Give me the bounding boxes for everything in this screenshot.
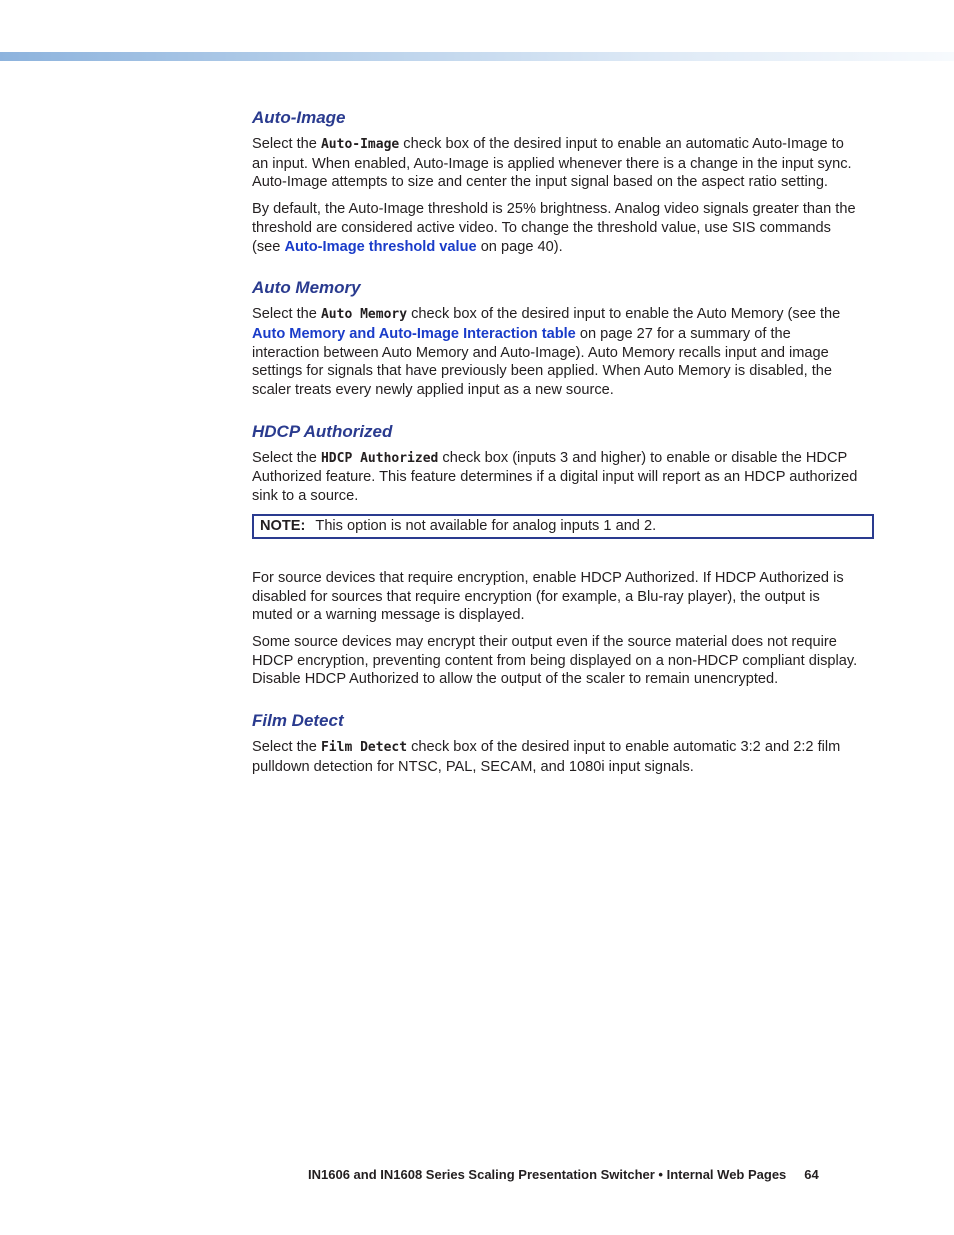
heading-auto-memory: Auto Memory	[252, 278, 361, 298]
code-auto-memory: Auto Memory	[320, 307, 408, 323]
text: check box of the desired input to enable an automatic Auto-Image to an input. When enabled, Auto-Image is applied whenever there is a change in the input sync. Auto-Image attempts to size and center the input signal based on the aspect ratio setting.	[252, 136, 852, 191]
text: Select the	[252, 306, 321, 323]
text: check box of the desired input to enable the Auto Memory (see the	[407, 306, 841, 323]
link-auto-image-threshold[interactable]: Auto-Image threshold value	[284, 238, 477, 255]
text: on page 27 for a summary of the interaction between Auto Memory and Auto-Image). Auto Memory recalls input and image settings for signals that have previously been applied. When Auto Memory is disabled, the scaler treats every newly applied input as a new source.	[252, 325, 833, 399]
section-hdcp-authorized	[252, 422, 862, 689]
paragraph	[252, 738, 862, 776]
note-label: NOTE:	[260, 517, 306, 534]
code-auto-image: Auto-Image	[320, 137, 400, 152]
header-gradient-bar	[0, 52, 954, 61]
text: Select the	[252, 739, 321, 756]
paragraph	[252, 305, 862, 400]
code-film-detect: Film Detect	[320, 740, 408, 756]
paragraph: For source devices that require encryption, enable HDCP Authorized. If HDCP Authorized is disabled for sources that require encryption (for example, a Blu-ray player), the output is muted or a warning message is displayed.	[252, 569, 844, 624]
page-number: 64	[804, 1167, 819, 1182]
heading-hdcp-authorized: HDCP Authorized	[252, 421, 393, 441]
code-hdcp-authorized: HDCP Authorized	[320, 450, 439, 466]
section-film-detect	[252, 711, 862, 776]
page-content	[252, 108, 862, 798]
text: check box of the desired input to enable automatic 3:2 and 2:2 film pulldown detection for NTSC, PAL, SECAM, and 1080i input signals.	[252, 739, 841, 775]
text: Select the	[252, 136, 321, 152]
paragraph: Some source devices may encrypt their output even if the source material does not require HDCP encryption, preventing content from being displayed on a non-HDCP compliant display. Disable HDCP Authorized to allow the output of the scaler to remain unencrypted.	[252, 633, 858, 688]
paragraph	[252, 135, 862, 192]
section-auto-memory	[252, 278, 862, 400]
note-box	[252, 514, 874, 539]
paragraph	[252, 449, 862, 506]
heading-auto-image: Auto-Image	[252, 108, 346, 127]
text: Select the	[252, 449, 321, 466]
text: By default, the Auto-Image threshold is 25% brightness. Analog video signals greater than the threshold are considered active video. To change the threshold value, use SIS commands (see	[252, 201, 856, 255]
heading-film-detect: Film Detect	[252, 711, 344, 731]
note-text: This option is not available for analog inputs 1 and 2.	[315, 517, 657, 534]
link-interaction-table[interactable]: Auto Memory and Auto-Image Interaction table	[252, 325, 576, 342]
section-auto-image	[252, 108, 862, 256]
paragraph	[252, 200, 862, 256]
page-footer	[308, 1167, 819, 1182]
text: on page 40).	[476, 238, 563, 255]
footer-title: IN1606 and IN1608 Series Scaling Presentation Switcher • Internal Web Pages	[308, 1167, 787, 1182]
text: check box (inputs 3 and higher) to enable or disable the HDCP Authorized feature. This feature determines if a digital input will report as an HDCP authorized sink to a source.	[252, 449, 858, 505]
